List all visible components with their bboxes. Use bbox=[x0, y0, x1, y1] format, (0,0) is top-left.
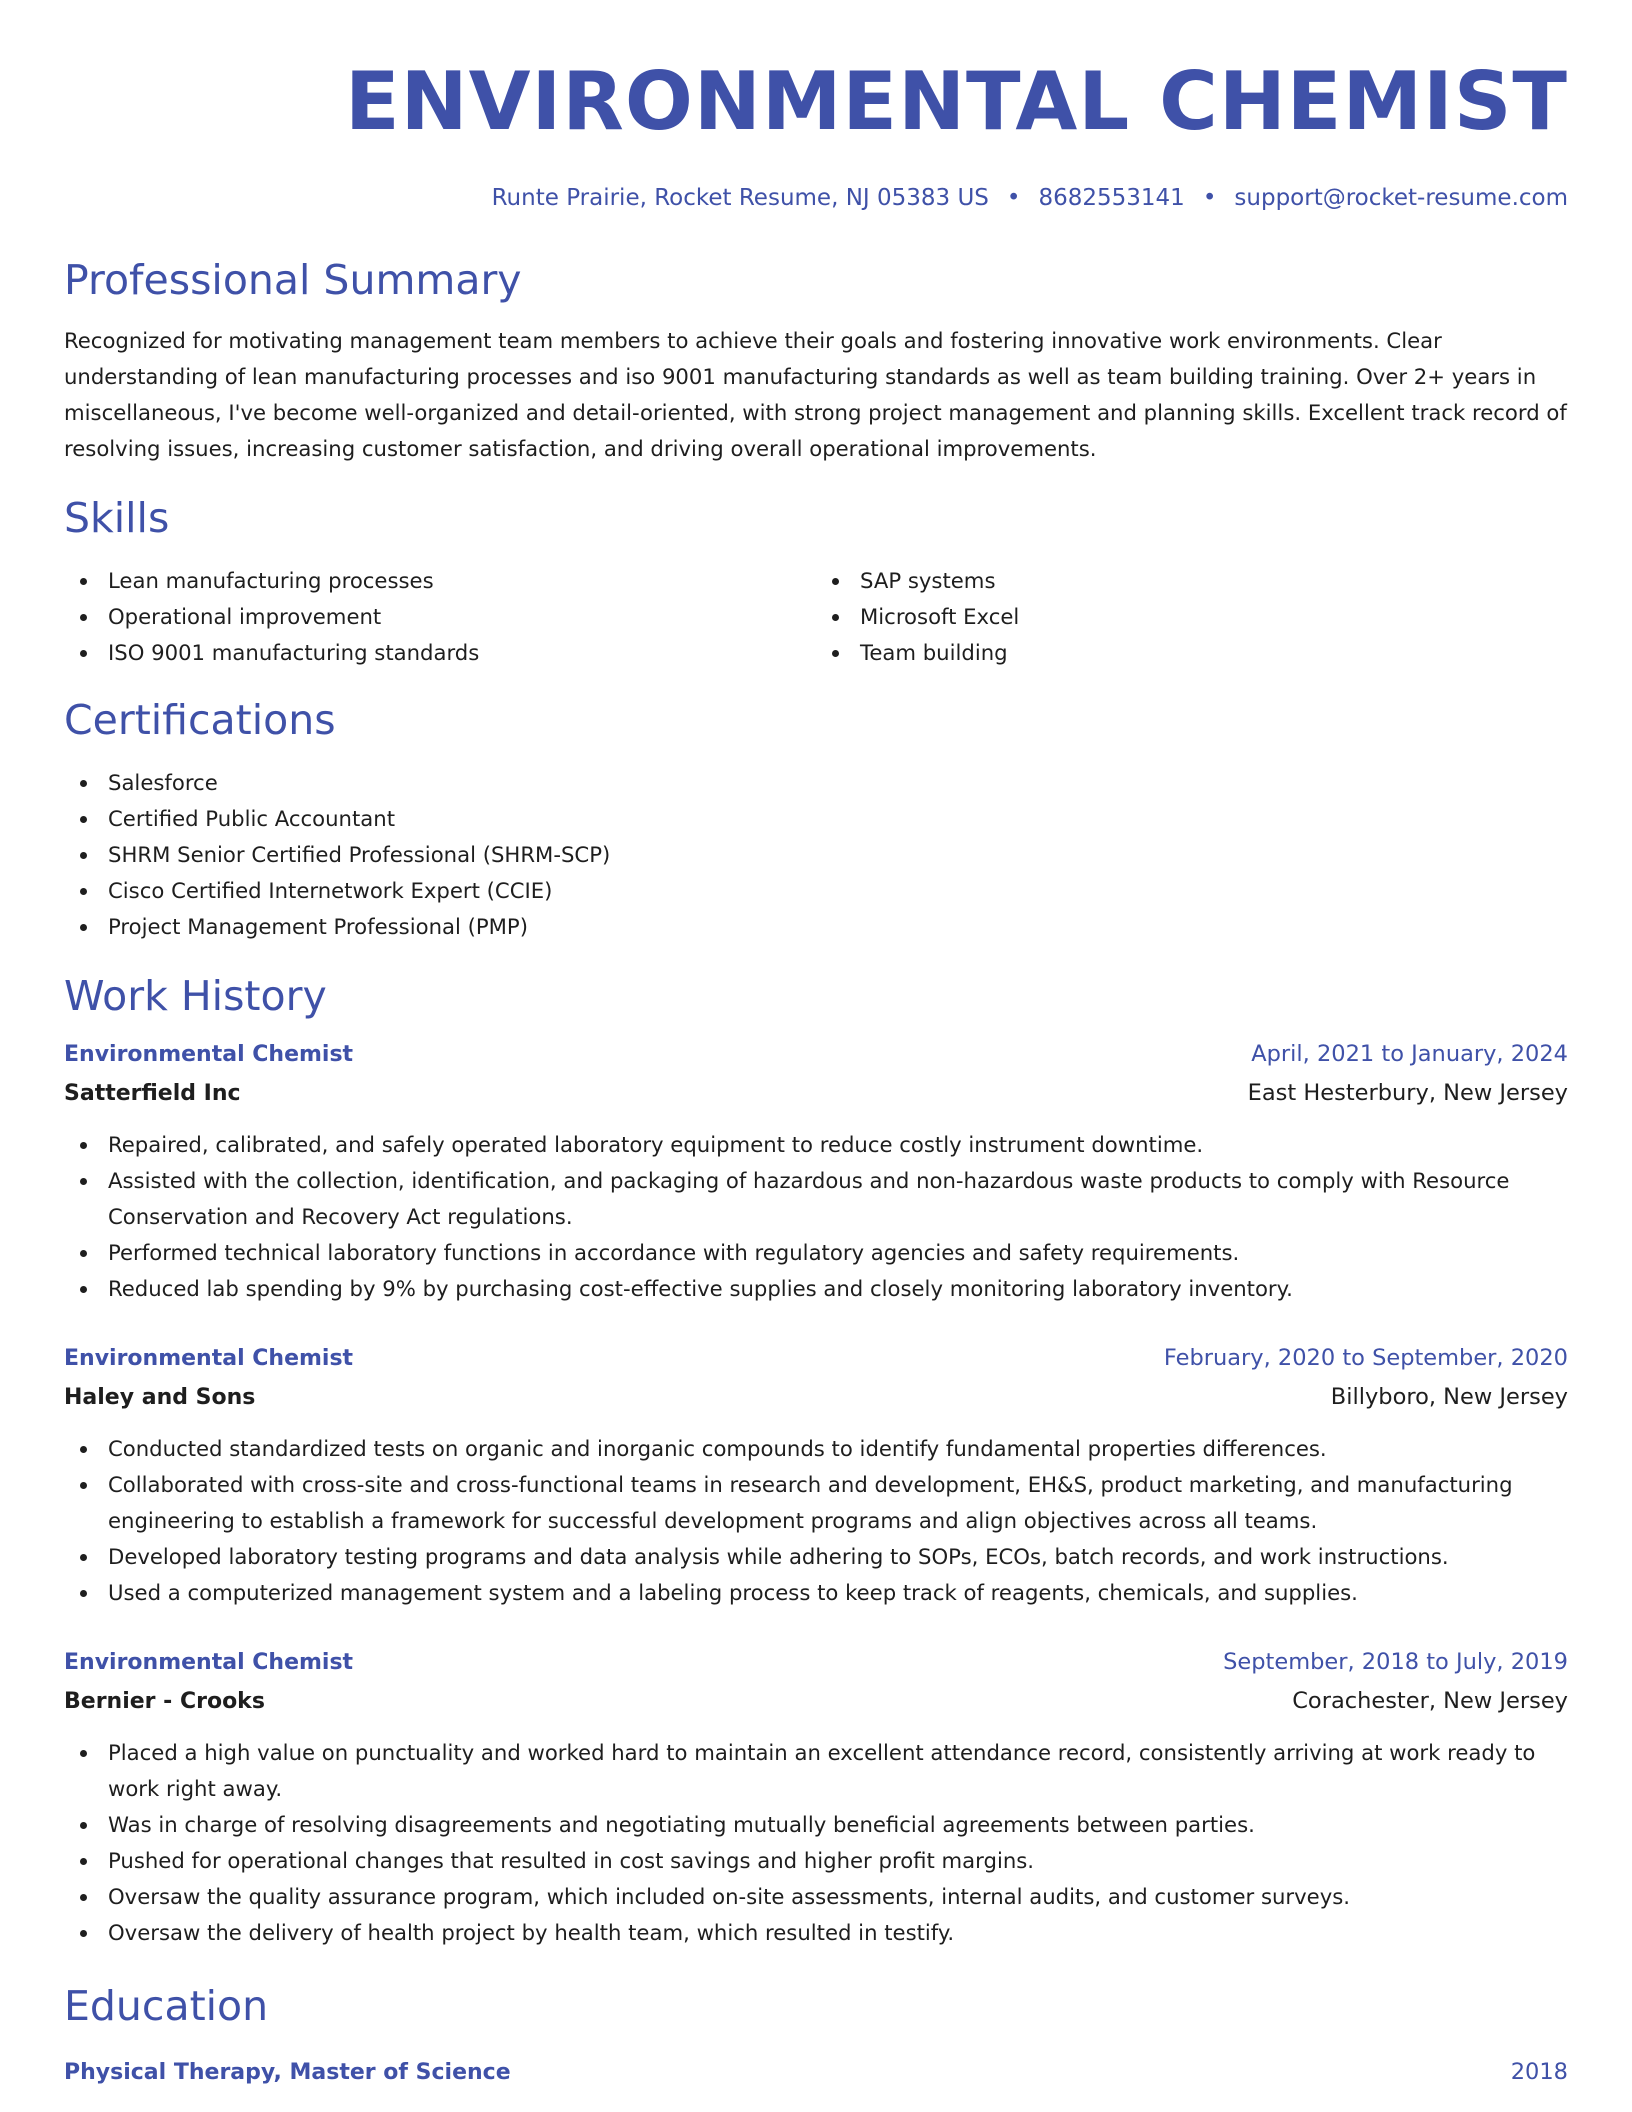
job-bullet: Conducted standardized tests on organic and inorganic compounds to identify fundamental properties differences. bbox=[108, 1431, 1568, 1467]
job-bullet: Pushed for operational changes that resulted in cost savings and higher profit margins. bbox=[108, 1843, 1568, 1879]
job-dates: September, 2018 to July, 2019 bbox=[1223, 1649, 1568, 1675]
job-bullet: Was in charge of resolving disagreements and negotiating mutually beneficial agreements between parties. bbox=[108, 1807, 1568, 1843]
job-bullet: Used a computerized management system and a labeling process to keep track of reagents, chemicals, and supplies. bbox=[108, 1575, 1568, 1611]
job-bullet: Developed laboratory testing programs and data analysis while adhering to SOPs, ECOs, batch records, and work instructions. bbox=[108, 1539, 1568, 1575]
job-title: Environmental Chemist bbox=[64, 1042, 354, 1067]
job-title: Environmental Chemist bbox=[64, 1650, 354, 1675]
skill-item: Microsoft Excel bbox=[860, 599, 1568, 635]
education-section bbox=[64, 1981, 1568, 2092]
certifications-section bbox=[64, 695, 1568, 945]
certification-item: SHRM Senior Certified Professional (SHRM-SCP) bbox=[108, 837, 1568, 873]
job-header bbox=[64, 1339, 1568, 1378]
skill-item: ISO 9001 manufacturing standards bbox=[108, 635, 816, 671]
job-bullet: Placed a high value on punctuality and worked hard to maintain an excellent attendance record, consistently arriving at work ready to work right away. bbox=[108, 1735, 1568, 1807]
job-company: Haley and Sons bbox=[64, 1385, 256, 1410]
certifications-heading: Certifications bbox=[64, 696, 336, 744]
job-dates: April, 2021 to January, 2024 bbox=[1251, 1041, 1568, 1067]
job-bullet: Oversaw the quality assurance program, which included on-site assessments, internal audits, and customer surveys. bbox=[108, 1879, 1568, 1915]
skills-heading: Skills bbox=[64, 494, 170, 542]
skill-item: Lean manufacturing processes bbox=[108, 563, 816, 599]
skills-grid bbox=[64, 563, 1568, 671]
job-header bbox=[64, 1643, 1568, 1682]
contact-phone: 8682553141 bbox=[1038, 185, 1185, 211]
education-degree: Physical Therapy, Master of Science bbox=[64, 2060, 511, 2085]
summary-text: Recognized for motivating management team members to achieve their goals and fostering innovative work environments. Clear understanding of lean manufacturing processes and iso 9001 manufacturing standards as well as team building training. Over 2+ years in miscellaneous, I've become well-organized and detail-oriented, with strong project management and planning skills. Excellent track record of resolving issues, increasing customer satisfaction, and driving overall operational improvements. bbox=[64, 328, 1567, 461]
job-bullet: Repaired, calibrated, and safely operated laboratory equipment to reduce costly instrument downtime. bbox=[108, 1127, 1568, 1163]
contact-separator: • bbox=[1006, 185, 1021, 211]
job-bullets bbox=[64, 1735, 1568, 1951]
work-history-heading: Work History bbox=[64, 972, 327, 1020]
job-header bbox=[64, 1035, 1568, 1074]
skills-list-left bbox=[64, 563, 816, 671]
job-bullet: Assisted with the collection, identification, and packaging of hazardous and non-hazardous waste products to comply with Resource Conservation and Recovery Act regulations. bbox=[108, 1163, 1568, 1235]
summary-section bbox=[64, 255, 1568, 467]
skills-section bbox=[64, 493, 1568, 671]
job-location: Corachester, New Jersey bbox=[1292, 1688, 1568, 1714]
job-subheader bbox=[64, 1074, 1568, 1113]
skill-item: SAP systems bbox=[860, 563, 1568, 599]
certifications-list bbox=[64, 765, 1568, 945]
job-entry bbox=[64, 1339, 1568, 1611]
education-year: 2018 bbox=[1510, 2059, 1568, 2085]
job-entry bbox=[64, 1035, 1568, 1307]
job-bullet: Collaborated with cross-site and cross-functional teams in research and development, EH&S, product marketing, and manufacturing engineering to establish a framework for successful development programs and align objectives across all teams. bbox=[108, 1467, 1568, 1539]
job-company: Bernier - Crooks bbox=[64, 1689, 265, 1714]
skills-list-right bbox=[816, 563, 1568, 671]
job-bullets bbox=[64, 1431, 1568, 1611]
job-bullets bbox=[64, 1127, 1568, 1307]
job-entry bbox=[64, 1643, 1568, 1951]
job-location: East Hesterbury, New Jersey bbox=[1247, 1080, 1568, 1106]
job-bullet: Oversaw the delivery of health project by health team, which resulted in testify. bbox=[108, 1915, 1568, 1951]
job-company: Satterfield Inc bbox=[64, 1081, 241, 1106]
job-title: Environmental Chemist bbox=[64, 1346, 354, 1371]
contact-separator: • bbox=[1202, 185, 1217, 211]
certification-item: Salesforce bbox=[108, 765, 1568, 801]
skill-item: Team building bbox=[860, 635, 1568, 671]
job-bullet: Reduced lab spending by 9% by purchasing cost-effective supplies and closely monitoring laboratory inventory. bbox=[108, 1271, 1568, 1307]
work-history-section bbox=[64, 971, 1568, 1951]
skill-item: Operational improvement bbox=[108, 599, 816, 635]
job-bullet: Performed technical laboratory functions in accordance with regulatory agencies and safety requirements. bbox=[108, 1235, 1568, 1271]
certification-item: Cisco Certified Internetwork Expert (CCIE) bbox=[108, 873, 1568, 909]
contact-email[interactable]: support@rocket-resume.com bbox=[1234, 185, 1568, 211]
job-dates: February, 2020 to September, 2020 bbox=[1163, 1345, 1568, 1371]
job-subheader bbox=[64, 1378, 1568, 1417]
education-entry bbox=[64, 2053, 1568, 2092]
certification-item: Certified Public Accountant bbox=[108, 801, 1568, 837]
resume-name: ENVIRONMENTAL CHEMIST bbox=[344, 55, 1568, 148]
job-location: Billyboro, New Jersey bbox=[1330, 1384, 1568, 1410]
job-subheader bbox=[64, 1682, 1568, 1721]
education-heading: Education bbox=[64, 1982, 269, 2030]
contact-line bbox=[64, 183, 1568, 213]
summary-heading: Professional Summary bbox=[64, 256, 522, 304]
certification-item: Project Management Professional (PMP) bbox=[108, 909, 1568, 945]
contact-address: Runte Prairie, Rocket Resume, NJ 05383 US bbox=[491, 185, 989, 211]
